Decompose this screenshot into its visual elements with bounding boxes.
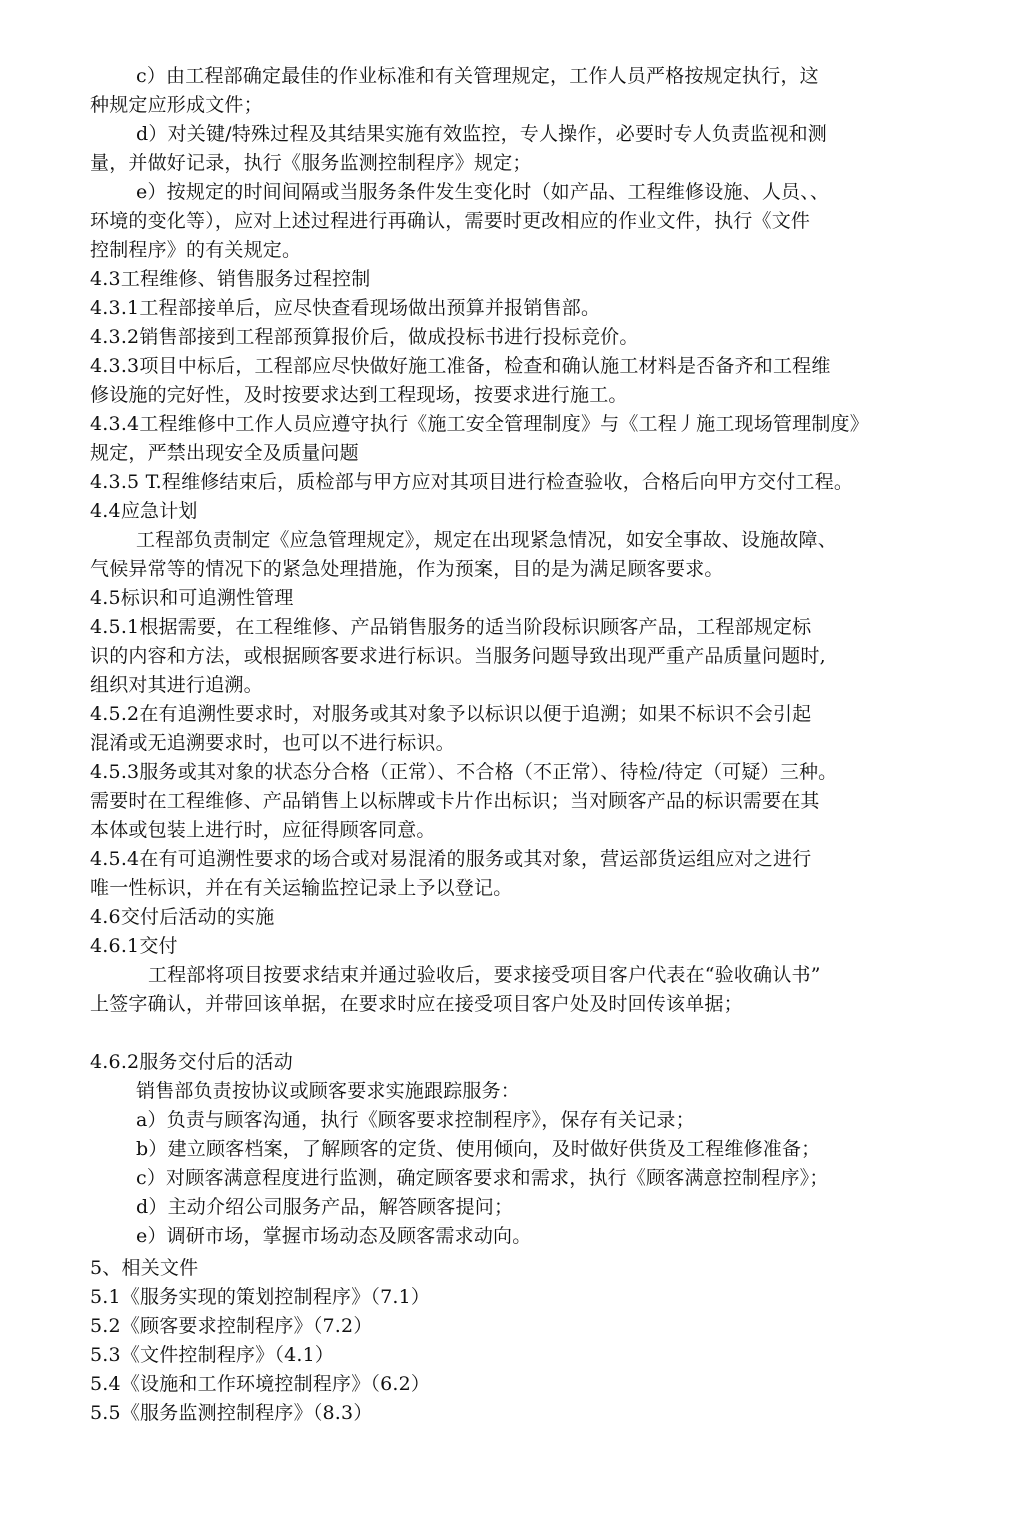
section-heading: 4.5标识和可追溯性管理 (90, 587, 294, 609)
text-line: 4.5.1根据需要，在工程维修、产品销售服务的适当阶段标识顾客产品，工程部规定标 (90, 616, 812, 638)
list-item: a）负责与顾客沟通，执行《顾客要求控制程序》，保存有关记录； (136, 1109, 695, 1131)
list-item: e）调研市场，掌握市场动态及顾客需求动向。 (136, 1225, 532, 1247)
reference-item: 5.1《服务实现的策划控制程序》（7.1） (90, 1286, 431, 1308)
text-line: 唯一性标识，并在有关运输监控记录上予以登记。 (90, 877, 513, 899)
text-line: 种规定应形成文件； (90, 94, 263, 116)
section-heading: 5、相关文件 (90, 1257, 199, 1279)
section-heading: 4.3工程维修、销售服务过程控制 (90, 268, 371, 290)
reference-item: 5.4《设施和工作环境控制程序》（6.2） (90, 1373, 431, 1395)
text-line: 混淆或无追溯要求时，也可以不进行标识。 (90, 732, 455, 754)
text-line: 修设施的完好性，及时按要求达到工程现场，按要求进行施工。 (90, 384, 628, 406)
text-line: 4.3.3项目中标后，工程部应尽快做好施工准备，检查和确认施工材料是否备齐和工程维 (90, 355, 831, 377)
text-line: 4.5.2在有追溯性要求时，对服务或其对象予以标识以便于追溯；如果不标识不会引起 (90, 703, 812, 725)
subsection-heading: 4.6.1交付 (90, 935, 178, 957)
text-line: 量，并做好记录，执行《服务监测控制程序》规定； (90, 152, 532, 174)
reference-item: 5.2《顾客要求控制程序》（7.2） (90, 1315, 373, 1337)
text-line: 规定，严禁出现安全及质量问题 (90, 442, 359, 464)
subsection-heading: 4.6.2服务交付后的活动 (90, 1051, 293, 1073)
text-line: 需要时在工程维修、产品销售上以标牌或卡片作出标识；当对顾客产品的标识需要在其 (90, 790, 820, 812)
text-line: 4.5.3服务或其对象的状态分合格（正常）、不合格（不正常）、待检/待定（可疑）三种。 (90, 761, 838, 783)
text-line: d）对关键/特殊过程及其结果实施有效监控，专人操作，必要时专人负责监视和测 (136, 123, 827, 145)
text-line: 气候异常等的情况下的紧急处理措施，作为预案，目的是为满足顾客要求。 (90, 558, 724, 580)
text-line: 工程部负责制定《应急管理规定》，规定在出现紧急情况，如安全事故、设施故障、 (136, 529, 837, 551)
text-line: 4.5.4在有可追溯性要求的场合或对易混淆的服务或其对象，营运部货运组应对之进行 (90, 848, 812, 870)
text-line: 4.3.1工程部接单后，应尽快查看现场做出预算并报销售部。 (90, 297, 601, 319)
text-line: 4.3.5 T.程维修结束后，质检部与甲方应对其项目进行检查验收，合格后向甲方交付工程。 (90, 471, 854, 493)
text-line: 控制程序》的有关规定。 (90, 239, 302, 261)
reference-item: 5.3《文件控制程序》（4.1） (90, 1344, 335, 1366)
section-heading: 4.4应急计划 (90, 500, 198, 522)
text-line: e）按规定的时间间隔或当服务条件发生变化时（如产品、工程维修设施、人员、、 (136, 181, 830, 203)
reference-item: 5.5《服务监测控制程序》（8.3） (90, 1402, 373, 1424)
text-line: 4.3.2销售部接到工程部预算报价后，做成投标书进行投标竞价。 (90, 326, 639, 348)
text-line: 识的内容和方法，或根据顾客要求进行标识。当服务问题导致出现严重产品质量问题时, (90, 645, 826, 667)
text-line: 4.3.4工程维修中工作人员应遵守执行《施工安全管理制度》与《工程丿施工现场管理制度》 (90, 413, 869, 435)
text-line: 工程部将项目按要求结束并通过验收后，要求接受项目客户代表在“验收确认书” (148, 964, 821, 986)
list-item: c）对顾客满意程度进行监测，确定顾客要求和需求，执行《顾客满意控制程序》； (136, 1167, 829, 1189)
text-line: 销售部负责按协议或顾客要求实施跟踪服务： (136, 1080, 521, 1102)
text-line: 上签字确认，并带回该单据，在要求时应在接受项目客户处及时回传该单据； (90, 993, 743, 1015)
text-line: 环境的变化等），应对上述过程进行再确认，需要时更改相应的作业文件，执行《文件 (90, 210, 811, 232)
section-heading: 4.6交付后活动的实施 (90, 906, 275, 928)
list-item: d）主动介绍公司服务产品，解答顾客提问； (136, 1196, 514, 1218)
text-line: 本体或包装上进行时，应征得顾客同意。 (90, 819, 436, 841)
text-line: c）由工程部确定最佳的作业标准和有关管理规定，工作人员严格按规定执行，这 (136, 65, 819, 87)
text-line: 组织对其进行追溯。 (90, 674, 263, 696)
list-item: b）建立顾客档案，了解顾客的定货、使用倾向，及时做好供货及工程维修准备； (136, 1138, 821, 1160)
